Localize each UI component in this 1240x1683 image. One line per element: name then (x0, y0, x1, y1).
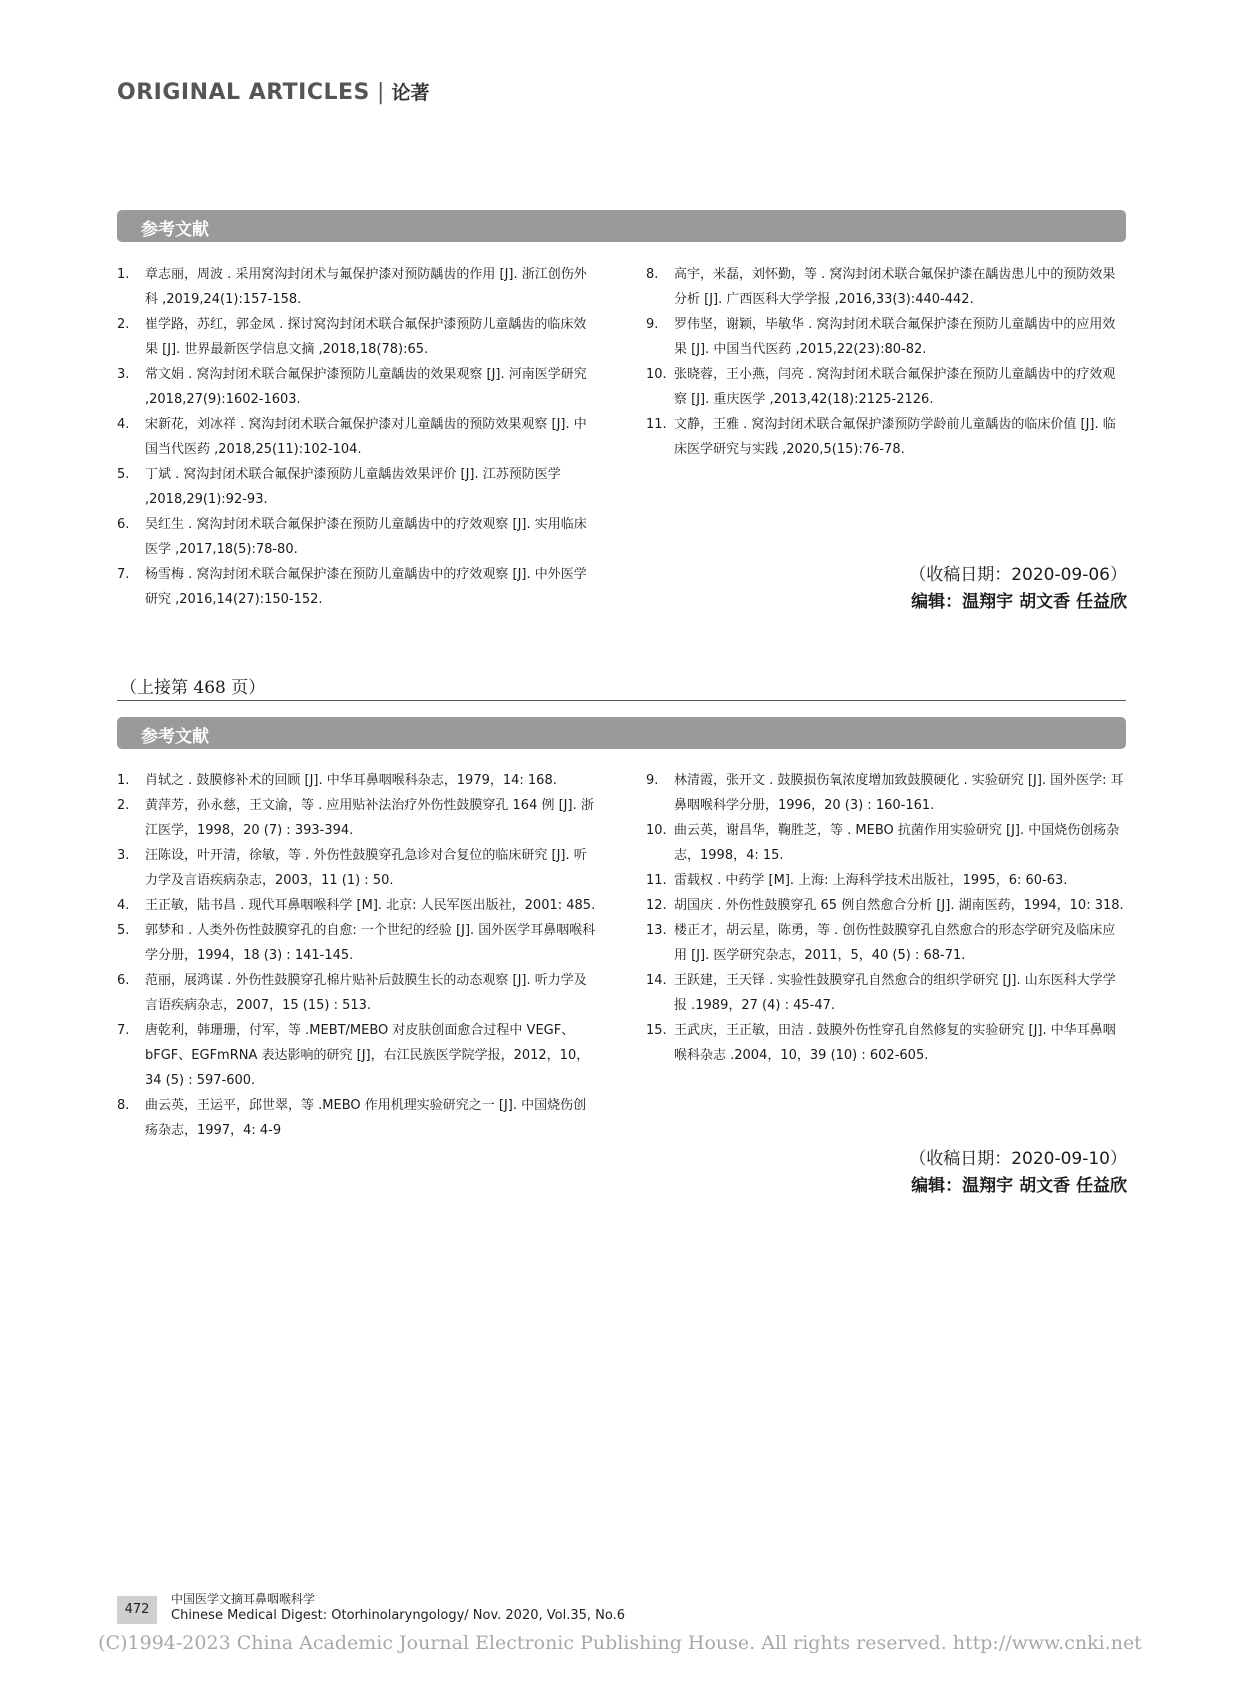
reference-number: 15. (646, 1023, 667, 1038)
reference-text: 杨雪梅 . 窝沟封闭术联合氟保护漆在预防儿童龋齿中的疗效观察 [J]. 中外医学研究 ,2016,14(27):150-152. (145, 567, 587, 607)
references-left-column-2 (117, 768, 597, 1143)
reference-item (117, 918, 597, 968)
reference-text: 范丽，展鸿谋 . 外伤性鼓膜穿孔棉片贴补后鼓膜生长的动态观察 [J]. 听力学及言语疾病杂志，2007，15 (15) : 513. (145, 973, 587, 1013)
references-right-column-1 (646, 262, 1126, 462)
reference-number: 6. (117, 973, 130, 988)
reference-number: 10. (646, 823, 667, 838)
reference-text: 郭梦和 . 人类外伤性鼓膜穿孔的自愈: 一个世纪的经验 [J]. 国外医学耳鼻咽喉科学分册，1994，18 (3) : 141-145. (145, 923, 596, 963)
reference-item (117, 262, 597, 312)
reference-item (646, 893, 1126, 918)
reference-text: 文静，王雅 . 窝沟封闭术联合氟保护漆预防学龄前儿童龋齿的临床价值 [J]. 临床医学研究与实践 ,2020,5(15):76-78. (674, 417, 1116, 457)
reference-item (117, 412, 597, 462)
reference-number: 8. (117, 1098, 130, 1113)
reference-number: 9. (646, 773, 659, 788)
reference-item (117, 893, 597, 918)
reference-number: 1. (117, 773, 130, 788)
reference-item (646, 968, 1126, 1018)
reference-text: 张晓蓉，王小燕，闫亮 . 窝沟封闭术联合氟保护漆在预防儿童龋齿中的疗效观察 [J]. 重庆医学 ,2013,42(18):2125-2126. (674, 367, 1116, 407)
references-heading: 参考文献 (141, 220, 209, 240)
reference-text: 宋新花，刘冰祥 . 窝沟封闭术联合氟保护漆对儿童龋齿的预防效果观察 [J]. 中国当代医药 ,2018,25(11):102-104. (145, 417, 587, 457)
reference-number: 11. (646, 873, 667, 888)
reference-number: 4. (117, 417, 130, 432)
reference-number: 1. (117, 267, 130, 282)
section-label-en: ORIGINAL ARTICLES (117, 80, 370, 105)
reference-number: 12. (646, 898, 667, 913)
reference-number: 7. (117, 567, 130, 582)
reference-text: 汪陈设，叶开清，徐敏，等 . 外伤性鼓膜穿孔急诊对合复位的临床研究 [J]. 听力学及言语疾病杂志，2003，11 (1) : 50. (145, 848, 587, 888)
reference-item (117, 843, 597, 893)
page-number: 472 (117, 1596, 157, 1624)
reference-number: 14. (646, 973, 667, 988)
reference-text: 胡国庆 . 外伤性鼓膜穿孔 65 例自然愈合分析 [J]. 湖南医药，1994，10: 318. (674, 898, 1124, 913)
reference-number: 11. (646, 417, 667, 432)
received-block-1 (909, 562, 1127, 616)
reference-text: 肖轼之 . 鼓膜修补术的回顾 [J]. 中华耳鼻咽喉科杂志，1979，14: 168. (145, 773, 557, 788)
received-block-2 (909, 1146, 1127, 1200)
reference-text: 楼正才，胡云星，陈勇，等 . 创伤性鼓膜穿孔自然愈合的形态学研究及临床应用 [J]. 医学研究杂志，2011，5，40 (5) : 68-71. (674, 923, 1116, 963)
section-label-cn: 论著 (391, 82, 430, 104)
reference-item (646, 868, 1126, 893)
reference-number: 3. (117, 848, 130, 863)
editor-line: 编辑：温翔宇 胡文香 任益欣 (911, 1176, 1127, 1196)
reference-item (117, 768, 597, 793)
reference-text: 章志丽，周波 . 采用窝沟封闭术与氟保护漆对预防龋齿的作用 [J]. 浙江创伤外科 ,2019,24(1):157-158. (145, 267, 587, 307)
references-banner-1 (117, 210, 1126, 242)
reference-text: 曲云英，王运平，邱世翠，等 .MEBO 作用机理实验研究之一 [J]. 中国烧伤创疡杂志，1997，4: 4-9 (145, 1098, 587, 1138)
reference-item (117, 562, 597, 612)
reference-number: 6. (117, 517, 130, 532)
reference-text: 曲云英，谢昌华，鞠胜芝，等 . MEBO 抗菌作用实验研究 [J]. 中国烧伤创疡杂志，1998，4: 15. (674, 823, 1120, 863)
reference-text: 雷载权 . 中药学 [M]. 上海: 上海科学技术出版社，1995，6: 60-63. (674, 873, 1068, 888)
reference-number: 5. (117, 923, 130, 938)
continued-note: （上接第 468 页） (120, 678, 266, 698)
reference-text: 王武庆，王正敏，田洁 . 鼓膜外伤性穿孔自然修复的实验研究 [J]. 中华耳鼻咽喉科杂志 .2004，10，39 (10) : 602-605. (674, 1023, 1116, 1063)
reference-text: 林清霞，张开文 . 鼓膜损伤氧浓度增加致鼓膜硬化 . 实验研究 [J]. 国外医学: 耳鼻咽喉科学分册，1996，20 (3) : 160-161. (674, 773, 1124, 813)
reference-number: 5. (117, 467, 130, 482)
editor-line: 编辑：温翔宇 胡文香 任益欣 (911, 592, 1127, 612)
reference-item (646, 312, 1126, 362)
reference-item (117, 362, 597, 412)
journal-name-en: Chinese Medical Digest: Otorhinolaryngology/ Nov. 2020, Vol.35, No.6 (171, 1608, 626, 1623)
reference-text: 王正敏，陆书昌 . 现代耳鼻咽喉科学 [M]. 北京: 人民军医出版社，2001: 485. (145, 898, 596, 913)
reference-text: 吴红生 . 窝沟封闭术联合氟保护漆在预防儿童龋齿中的疗效观察 [J]. 实用临床医学 ,2017,18(5):78-80. (145, 517, 587, 557)
reference-item (646, 818, 1126, 868)
reference-text: 崔学路，苏红，郭金凤 . 探讨窝沟封闭术联合氟保护漆预防儿童龋齿的临床效果 [J]. 世界最新医学信息文摘 ,2018,18(78):65. (145, 317, 587, 357)
reference-text: 唐乾利，韩珊珊，付军，等 .MEBT/MEBO 对皮肤创面愈合过程中 VEGF、bFGF、EGFmRNA 表达影响的研究 [J]，右江民族医学院学报，2012，10，34 (5) : 597-600. (145, 1023, 590, 1088)
received-date: （收稿日期：2020-09-10） (909, 1149, 1127, 1169)
reference-item (117, 1093, 597, 1143)
divider-rule (117, 700, 1126, 701)
reference-item (117, 968, 597, 1018)
reference-item (646, 918, 1126, 968)
reference-item (646, 768, 1126, 818)
reference-text: 王跃建，王天铎 . 实验性鼓膜穿孔自然愈合的组织学研究 [J]. 山东医科大学学报 .1989，27 (4) : 45-47. (674, 973, 1116, 1013)
reference-number: 3. (117, 367, 130, 382)
reference-text: 高宇，米磊，刘怀勤，等 . 窝沟封闭术联合氟保护漆在龋齿患儿中的预防效果分析 [J]. 广西医科大学学报 ,2016,33(3):440-442. (674, 267, 1116, 307)
reference-text: 常文娟 . 窝沟封闭术联合氟保护漆预防儿童龋齿的效果观察 [J]. 河南医学研究 ,2018,27(9):1602-1603. (145, 367, 587, 407)
reference-item (646, 362, 1126, 412)
reference-number: 7. (117, 1023, 130, 1038)
header-separator: | (377, 80, 385, 105)
references-heading: 参考文献 (141, 727, 209, 747)
references-right-column-2 (646, 768, 1126, 1068)
reference-item (117, 1018, 597, 1093)
reference-item (646, 1018, 1126, 1068)
received-date: （收稿日期：2020-09-06） (909, 565, 1127, 585)
reference-number: 10. (646, 367, 667, 382)
reference-item (646, 262, 1126, 312)
copyright-watermark: (C)1994-2023 China Academic Journal Electronic Publishing House. All rights reserved. http://www.cnki.net (98, 1632, 1142, 1654)
reference-number: 13. (646, 923, 667, 938)
reference-number: 9. (646, 317, 659, 332)
reference-item (117, 312, 597, 362)
journal-name-cn: 中国医学文摘耳鼻咽喉科学 (171, 1592, 316, 1606)
reference-number: 8. (646, 267, 659, 282)
reference-number: 2. (117, 317, 130, 332)
references-banner-2 (117, 717, 1126, 749)
references-left-column-1 (117, 262, 597, 612)
reference-number: 2. (117, 798, 130, 813)
reference-item (117, 793, 597, 843)
reference-text: 丁斌 . 窝沟封闭术联合氟保护漆预防儿童龋齿效果评价 [J]. 江苏预防医学 ,2018,29(1):92-93. (145, 467, 561, 507)
reference-item (646, 412, 1126, 462)
reference-item (117, 512, 597, 562)
reference-text: 黄萍芳，孙永慈，王文渝，等 . 应用贴补法治疗外伤性鼓膜穿孔 164 例 [J]. 浙江医学，1998，20 (7) : 393-394. (145, 798, 594, 838)
reference-item (117, 462, 597, 512)
reference-number: 4. (117, 898, 130, 913)
running-header (117, 78, 430, 105)
reference-text: 罗伟坚，谢颖，毕敏华 . 窝沟封闭术联合氟保护漆在预防儿童龋齿中的应用效果 [J]. 中国当代医药 ,2015,22(23):80-82. (674, 317, 1116, 357)
